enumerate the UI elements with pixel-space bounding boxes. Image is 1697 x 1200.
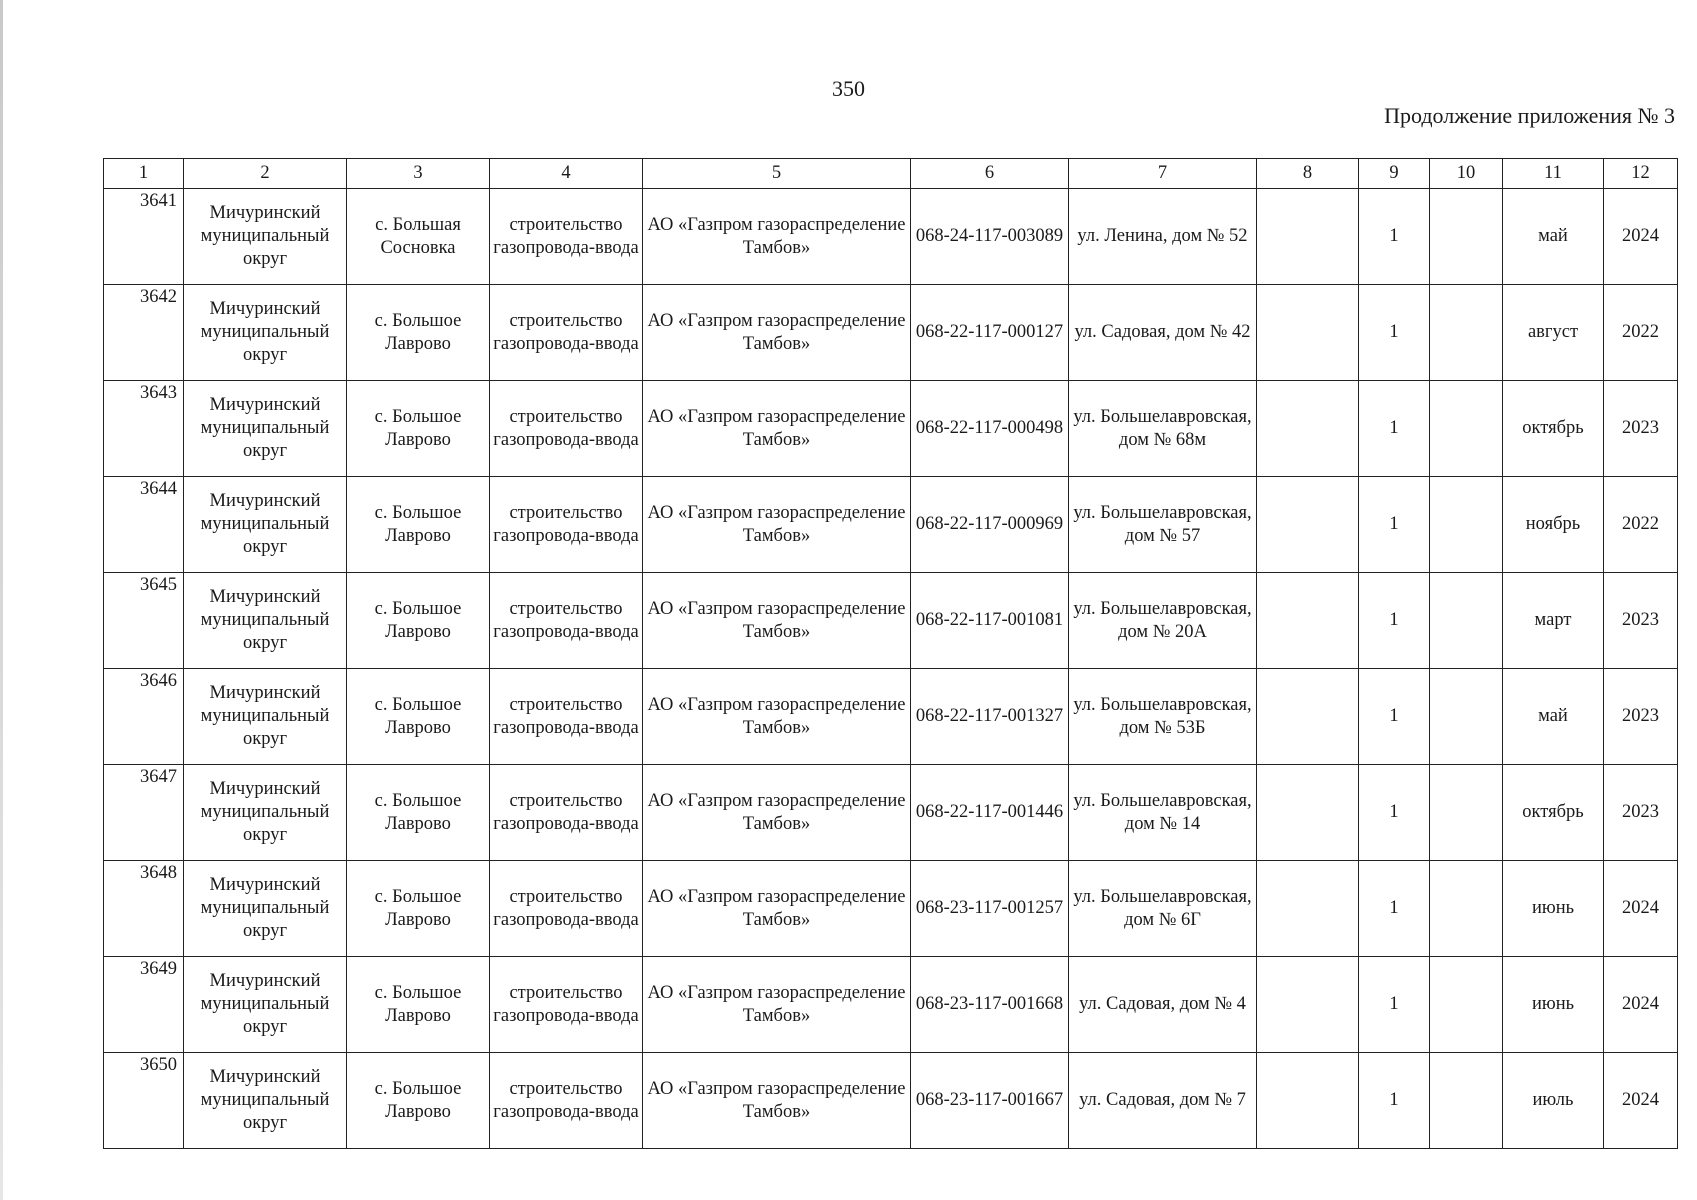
- locality-cell: с. Большое Лаврово: [347, 1053, 490, 1149]
- register-table: [103, 158, 1678, 1149]
- record-code-cell: 068-22-117-001081: [911, 573, 1069, 669]
- record-code-cell: 068-23-117-001257: [911, 861, 1069, 957]
- column-header: 6: [911, 159, 1069, 189]
- district-cell: Мичуринский муниципальный округ: [184, 189, 347, 285]
- address-cell: ул. Ленина, дом № 52: [1069, 189, 1257, 285]
- organization-cell: АО «Газпром газораспределение Тамбов»: [643, 285, 911, 381]
- column-number-row: [104, 159, 1678, 189]
- locality-cell: с. Большое Лаврово: [347, 669, 490, 765]
- quantity-cell: 1: [1359, 189, 1430, 285]
- year-cell: 2022: [1604, 285, 1678, 381]
- quantity-cell: 1: [1359, 1053, 1430, 1149]
- district-cell: Мичуринский муниципальный округ: [184, 957, 347, 1053]
- organization-cell: АО «Газпром газораспределение Тамбов»: [643, 861, 911, 957]
- quantity-cell: 1: [1359, 285, 1430, 381]
- record-code-cell: 068-24-117-003089: [911, 189, 1069, 285]
- work-type-cell: строительство газопровода-ввода: [490, 765, 643, 861]
- district-cell: Мичуринский муниципальный округ: [184, 861, 347, 957]
- address-cell: ул. Большелавровская, дом № 6Г: [1069, 861, 1257, 957]
- column-header: 11: [1503, 159, 1604, 189]
- column-header: 9: [1359, 159, 1430, 189]
- year-cell: 2024: [1604, 957, 1678, 1053]
- month-cell: май: [1503, 189, 1604, 285]
- table-row: [104, 1053, 1678, 1149]
- quantity-cell: 1: [1359, 957, 1430, 1053]
- organization-cell: АО «Газпром газораспределение Тамбов»: [643, 765, 911, 861]
- row-number-cell: 3646: [104, 669, 184, 765]
- column-header: 7: [1069, 159, 1257, 189]
- year-cell: 2023: [1604, 573, 1678, 669]
- organization-cell: АО «Газпром газораспределение Тамбов»: [643, 381, 911, 477]
- column-header: 8: [1257, 159, 1359, 189]
- month-cell: октябрь: [1503, 765, 1604, 861]
- locality-cell: с. Большое Лаврово: [347, 381, 490, 477]
- scan-edge: [0, 0, 3, 1200]
- row-number-cell: 3644: [104, 477, 184, 573]
- locality-cell: с. Большая Сосновка: [347, 189, 490, 285]
- column-8-cell: [1257, 381, 1359, 477]
- table-row: [104, 189, 1678, 285]
- locality-cell: с. Большое Лаврово: [347, 957, 490, 1053]
- work-type-cell: строительство газопровода-ввода: [490, 669, 643, 765]
- row-number-cell: 3645: [104, 573, 184, 669]
- column-8-cell: [1257, 477, 1359, 573]
- district-cell: Мичуринский муниципальный округ: [184, 477, 347, 573]
- row-number-cell: 3648: [104, 861, 184, 957]
- column-8-cell: [1257, 189, 1359, 285]
- locality-cell: с. Большое Лаврово: [347, 765, 490, 861]
- address-cell: ул. Садовая, дом № 7: [1069, 1053, 1257, 1149]
- district-cell: Мичуринский муниципальный округ: [184, 573, 347, 669]
- organization-cell: АО «Газпром газораспределение Тамбов»: [643, 669, 911, 765]
- record-code-cell: 068-23-117-001668: [911, 957, 1069, 1053]
- work-type-cell: строительство газопровода-ввода: [490, 1053, 643, 1149]
- table-row: [104, 861, 1678, 957]
- quantity-cell: 1: [1359, 765, 1430, 861]
- month-cell: июнь: [1503, 957, 1604, 1053]
- year-cell: 2022: [1604, 477, 1678, 573]
- column-8-cell: [1257, 573, 1359, 669]
- column-10-cell: [1430, 573, 1503, 669]
- appendix-continuation-note: Продолжение приложения № 3: [1384, 103, 1675, 128]
- year-cell: 2023: [1604, 381, 1678, 477]
- column-8-cell: [1257, 765, 1359, 861]
- column-header: 10: [1430, 159, 1503, 189]
- column-10-cell: [1430, 477, 1503, 573]
- work-type-cell: строительство газопровода-ввода: [490, 861, 643, 957]
- address-cell: ул. Большелавровская, дом № 57: [1069, 477, 1257, 573]
- row-number-cell: 3649: [104, 957, 184, 1053]
- column-header: 12: [1604, 159, 1678, 189]
- quantity-cell: 1: [1359, 381, 1430, 477]
- column-10-cell: [1430, 285, 1503, 381]
- year-cell: 2024: [1604, 189, 1678, 285]
- month-cell: октябрь: [1503, 381, 1604, 477]
- address-cell: ул. Садовая, дом № 42: [1069, 285, 1257, 381]
- address-cell: ул. Большелавровская, дом № 20А: [1069, 573, 1257, 669]
- locality-cell: с. Большое Лаврово: [347, 477, 490, 573]
- row-number-cell: 3643: [104, 381, 184, 477]
- column-header: 5: [643, 159, 911, 189]
- row-number-cell: 3641: [104, 189, 184, 285]
- row-number-cell: 3647: [104, 765, 184, 861]
- year-cell: 2024: [1604, 1053, 1678, 1149]
- district-cell: Мичуринский муниципальный округ: [184, 1053, 347, 1149]
- record-code-cell: 068-22-117-001327: [911, 669, 1069, 765]
- month-cell: июль: [1503, 1053, 1604, 1149]
- table-row: [104, 765, 1678, 861]
- column-header: 2: [184, 159, 347, 189]
- column-10-cell: [1430, 861, 1503, 957]
- row-number-cell: 3650: [104, 1053, 184, 1149]
- column-10-cell: [1430, 1053, 1503, 1149]
- organization-cell: АО «Газпром газораспределение Тамбов»: [643, 573, 911, 669]
- table-row: [104, 477, 1678, 573]
- district-cell: Мичуринский муниципальный округ: [184, 669, 347, 765]
- record-code-cell: 068-22-117-000498: [911, 381, 1069, 477]
- table-row: [104, 957, 1678, 1053]
- column-8-cell: [1257, 669, 1359, 765]
- address-cell: ул. Большелавровская, дом № 68м: [1069, 381, 1257, 477]
- column-10-cell: [1430, 381, 1503, 477]
- column-10-cell: [1430, 189, 1503, 285]
- record-code-cell: 068-22-117-001446: [911, 765, 1069, 861]
- table-row: [104, 669, 1678, 765]
- quantity-cell: 1: [1359, 573, 1430, 669]
- work-type-cell: строительство газопровода-ввода: [490, 573, 643, 669]
- column-8-cell: [1257, 1053, 1359, 1149]
- table-row: [104, 381, 1678, 477]
- work-type-cell: строительство газопровода-ввода: [490, 285, 643, 381]
- address-cell: ул. Большелавровская, дом № 14: [1069, 765, 1257, 861]
- locality-cell: с. Большое Лаврово: [347, 285, 490, 381]
- month-cell: июнь: [1503, 861, 1604, 957]
- table-body: [104, 189, 1678, 1149]
- table-row: [104, 573, 1678, 669]
- year-cell: 2023: [1604, 669, 1678, 765]
- record-code-cell: 068-22-117-000127: [911, 285, 1069, 381]
- month-cell: ноябрь: [1503, 477, 1604, 573]
- work-type-cell: строительство газопровода-ввода: [490, 957, 643, 1053]
- organization-cell: АО «Газпром газораспределение Тамбов»: [643, 957, 911, 1053]
- year-cell: 2023: [1604, 765, 1678, 861]
- district-cell: Мичуринский муниципальный округ: [184, 765, 347, 861]
- work-type-cell: строительство газопровода-ввода: [490, 189, 643, 285]
- district-cell: Мичуринский муниципальный округ: [184, 285, 347, 381]
- address-cell: ул. Большелавровская, дом № 53Б: [1069, 669, 1257, 765]
- column-8-cell: [1257, 285, 1359, 381]
- column-10-cell: [1430, 669, 1503, 765]
- locality-cell: с. Большое Лаврово: [347, 573, 490, 669]
- column-header: 4: [490, 159, 643, 189]
- work-type-cell: строительство газопровода-ввода: [490, 381, 643, 477]
- column-10-cell: [1430, 957, 1503, 1053]
- organization-cell: АО «Газпром газораспределение Тамбов»: [643, 1053, 911, 1149]
- district-cell: Мичуринский муниципальный округ: [184, 381, 347, 477]
- record-code-cell: 068-23-117-001667: [911, 1053, 1069, 1149]
- record-code-cell: 068-22-117-000969: [911, 477, 1069, 573]
- address-cell: ул. Садовая, дом № 4: [1069, 957, 1257, 1053]
- quantity-cell: 1: [1359, 477, 1430, 573]
- month-cell: август: [1503, 285, 1604, 381]
- table-row: [104, 285, 1678, 381]
- quantity-cell: 1: [1359, 861, 1430, 957]
- page-number: 350: [832, 76, 865, 101]
- organization-cell: АО «Газпром газораспределение Тамбов»: [643, 189, 911, 285]
- work-type-cell: строительство газопровода-ввода: [490, 477, 643, 573]
- row-number-cell: 3642: [104, 285, 184, 381]
- organization-cell: АО «Газпром газораспределение Тамбов»: [643, 477, 911, 573]
- column-8-cell: [1257, 957, 1359, 1053]
- column-10-cell: [1430, 765, 1503, 861]
- quantity-cell: 1: [1359, 669, 1430, 765]
- month-cell: май: [1503, 669, 1604, 765]
- year-cell: 2024: [1604, 861, 1678, 957]
- column-8-cell: [1257, 861, 1359, 957]
- column-header: 3: [347, 159, 490, 189]
- locality-cell: с. Большое Лаврово: [347, 861, 490, 957]
- column-header: 1: [104, 159, 184, 189]
- month-cell: март: [1503, 573, 1604, 669]
